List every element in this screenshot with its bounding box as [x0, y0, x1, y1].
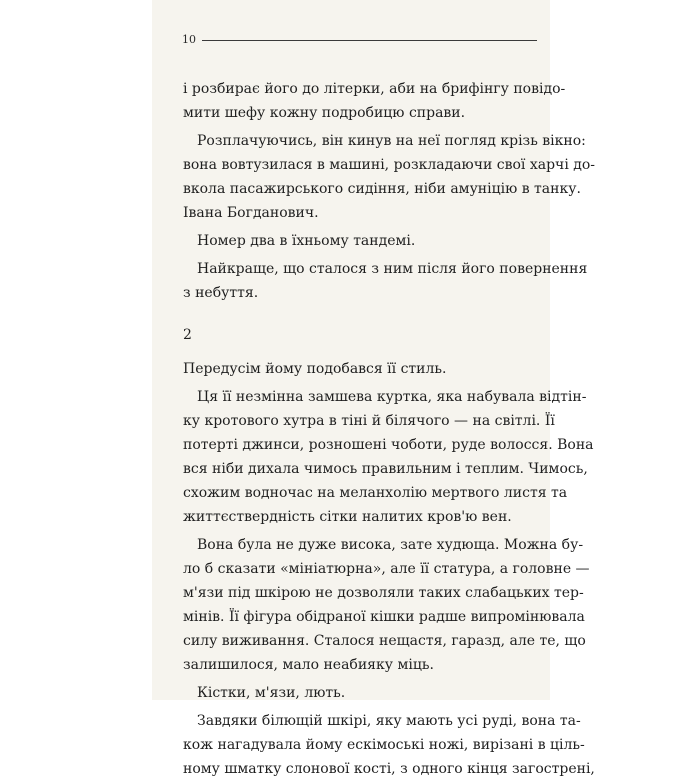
- text-line: м'язи під шкірою не дозволяли таких слабацьких тер-: [183, 585, 584, 601]
- text-line: Кістки, м'язи, лють.: [197, 685, 346, 701]
- text-line: Вона була не дуже висока, зате худюща. Можна бу-: [197, 537, 584, 553]
- text-line: ку кротового хутра в тіні й білячого — на світлі. Її: [183, 413, 555, 429]
- page-number: 10: [182, 33, 196, 46]
- text-line: вся ніби дихала чимось правильним і теплим. Чимось,: [183, 461, 588, 477]
- text-line: Передусім йому подобався її стиль.: [183, 361, 447, 377]
- text-line: мінів. Її фігура обідраної кішки радше випромінювала: [183, 609, 585, 625]
- text-line: вона вовтузилася в машині, розкладаючи свої харчі до-: [183, 157, 596, 173]
- text-line: Івана Богданович.: [183, 205, 319, 221]
- text-line: кож нагадувала йому ескімоські ножі, вирізані в ціль-: [183, 737, 585, 753]
- text-line: схожим водночас на меланхолію мертвого листя та: [183, 485, 568, 501]
- book-page: [152, 0, 596, 777]
- text-line: вкола пасажирського сидіння, ніби амуніцію в танку.: [183, 181, 581, 197]
- text-line: Найкраще, що сталося з ним після його повернення: [197, 261, 588, 277]
- text-line: ному шматку слонової кості, з одного кінця загострені,: [183, 761, 595, 777]
- header-rule: [202, 40, 537, 41]
- text-line: життєствердність сітки налитих кров'ю вен.: [183, 509, 512, 525]
- text-line: мити шефу кожну подробицю справи.: [183, 105, 466, 121]
- text-line: ло б сказати «мініатюрна», але її статура, а головне —: [183, 561, 590, 577]
- text-line: Ця її незмінна замшева куртка, яка набувала відтін-: [197, 389, 587, 405]
- text-line: силу виживання. Сталося нещастя, гаразд, але те, що: [183, 633, 586, 649]
- section-number: 2: [183, 327, 192, 343]
- text-line: залишилося, мало неабияку міць.: [183, 657, 434, 673]
- text-line: Номер два в їхньому тандемі.: [197, 233, 416, 249]
- text-line: Розплачуючись, він кинув на неї погляд крізь вікно:: [197, 133, 586, 149]
- text-line: з небуття.: [183, 285, 259, 301]
- body-text: [183, 77, 596, 781]
- text-line: Завдяки білющій шкірі, яку мають усі руді, вона та-: [197, 713, 581, 729]
- page-header: [182, 33, 537, 47]
- text-line: і розбирає його до літерки, аби на брифінгу повідо-: [183, 81, 566, 97]
- text-line: потерті джинси, розношені чоботи, руде волосся. Вона: [183, 437, 594, 453]
